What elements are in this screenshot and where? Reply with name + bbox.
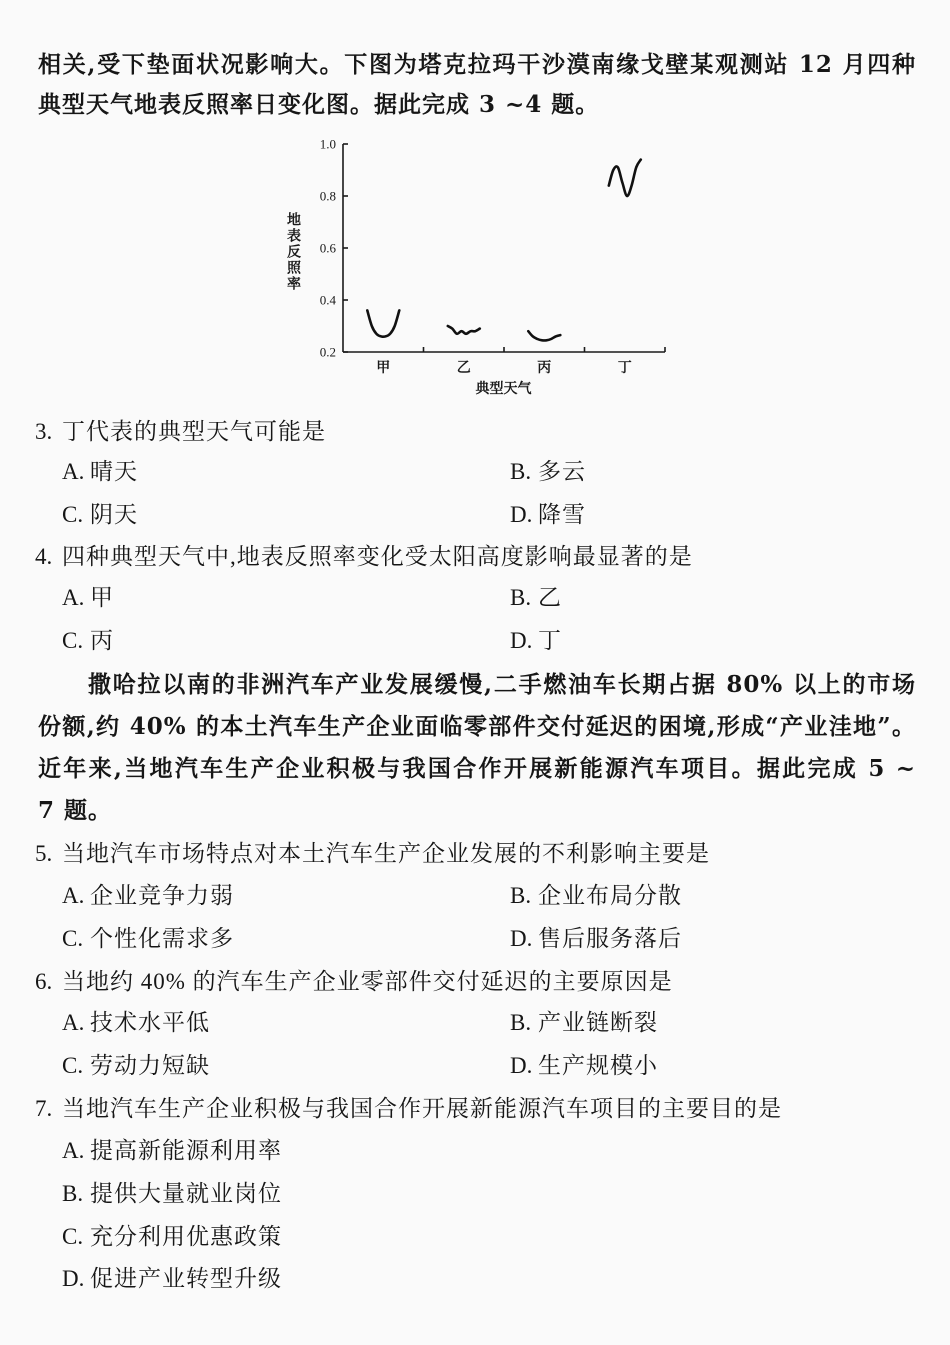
question-5-option-b [510,875,682,917]
option-label: D. [510,1053,533,1078]
option-label: B. [510,585,532,610]
y-axis-title: 地表反照率 [285,212,301,292]
option-label: A. [62,459,85,484]
question-4-option-a [62,577,114,619]
question-7-option-b [62,1173,282,1215]
option-label: C. [62,926,84,951]
option-text: 提高新能源利用率 [90,1138,282,1163]
passage-line-2: 份额,约 40% 的本土汽车生产企业面临零部件交付延迟的困境,形成“产业洼地”。 [38,713,916,740]
option-text: 降雪 [538,502,586,527]
x-category-label: 乙 [456,361,471,376]
option-label: A. [62,585,85,610]
question-5-number: 5. [35,841,53,866]
option-text: 技术水平低 [90,1010,210,1035]
question-6 [35,961,673,1003]
option-label: D. [510,502,533,527]
option-label: A. [62,1010,85,1035]
question-5-option-a [62,875,234,917]
intro-line-2: 典型天气地表反照率日变化图。据此完成 3 ~4 题。 [38,91,600,118]
question-6-option-c [62,1045,210,1087]
question-4-option-b [510,577,562,619]
albedo-chart [260,130,690,402]
option-text: 售后服务落后 [538,926,682,951]
question-6-option-d [510,1045,658,1087]
question-5 [35,833,710,875]
question-3-number: 3. [35,419,53,444]
question-3-option-b [510,451,586,493]
y-tick-label: 1.0 [319,136,336,152]
option-label: B. [510,1010,532,1035]
x-category-label: 丁 [617,361,632,376]
option-text: 个性化需求多 [90,926,234,951]
option-label: C. [62,502,84,527]
question-3-option-d [510,494,586,536]
question-7-number: 7. [35,1096,53,1121]
series-line-2 [448,326,480,334]
option-label: B. [510,883,532,908]
question-5-option-d [510,918,682,960]
option-text: 多云 [538,459,586,484]
question-6-stem: 当地约 40% 的汽车生产企业零部件交付延迟的主要原因是 [62,969,673,994]
question-7-option-d [62,1258,282,1300]
series-line-3 [528,331,560,340]
question-3-stem: 丁代表的典型天气可能是 [62,419,326,444]
question-7-stem: 当地汽车生产企业积极与我国合作开展新能源汽车项目的主要目的是 [62,1096,782,1121]
option-text: 企业布局分散 [538,883,682,908]
question-6-option-a [62,1002,210,1044]
intro-line-1: 相关,受下垫面状况影响大。下图为塔克拉玛干沙漠南缘戈壁某观测站 12 月四种 [38,51,916,78]
option-label: B. [62,1181,84,1206]
option-text: 生产规模小 [538,1053,658,1078]
x-category-label: 甲 [376,361,391,376]
option-label: C. [62,1053,84,1078]
option-label: A. [62,1138,85,1163]
option-text: 丙 [90,628,114,653]
passage-line-4: 7 题。 [38,797,113,824]
option-text: 促进产业转型升级 [90,1266,282,1291]
y-tick-label: 0.4 [319,292,336,308]
question-7-option-a [62,1130,282,1172]
question-3 [35,411,326,453]
question-4-number: 4. [35,544,53,569]
option-label: C. [62,1224,84,1249]
question-5-stem: 当地汽车市场特点对本土汽车生产企业发展的不利影响主要是 [62,841,710,866]
option-text: 劳动力短缺 [90,1053,210,1078]
question-7 [35,1088,782,1130]
question-4-option-c [62,620,114,662]
option-text: 充分利用优惠政策 [90,1224,282,1249]
x-axis-title: 典型天气 [475,382,532,397]
option-label: B. [510,459,532,484]
option-label: C. [62,628,84,653]
question-3-option-a [62,451,138,493]
option-text: 乙 [538,585,562,610]
x-category-label: 丙 [537,361,552,376]
option-text: 提供大量就业岗位 [90,1181,282,1206]
option-label: A. [62,883,85,908]
question-4-option-d [510,620,562,662]
option-text: 企业竞争力弱 [90,883,234,908]
option-label: D. [510,926,533,951]
question-7-option-c [62,1216,282,1258]
option-label: D. [62,1266,85,1291]
question-4 [35,536,693,578]
passage-line-1: 撒哈拉以南的非洲汽车产业发展缓慢,二手燃油车长期占据 80% 以上的市场 [88,671,916,698]
option-text: 阴天 [90,502,138,527]
question-5-option-c [62,918,234,960]
y-tick-label: 0.8 [319,188,336,204]
option-text: 晴天 [90,459,138,484]
question-3-option-c [62,494,138,536]
series-line-4 [609,160,641,196]
y-tick-label: 0.2 [319,344,336,360]
question-4-stem: 四种典型天气中,地表反照率变化受太阳高度影响最显著的是 [62,544,693,569]
question-6-number: 6. [35,969,53,994]
passage-line-3: 近年来,当地汽车生产企业积极与我国合作开展新能源汽车项目。据此完成 5 ~ [38,755,916,782]
option-text: 丁 [538,628,562,653]
option-label: D. [510,628,533,653]
option-text: 产业链断裂 [538,1010,658,1035]
question-6-option-b [510,1002,658,1044]
y-tick-label: 0.6 [319,240,336,256]
option-text: 甲 [90,585,114,610]
series-line-1 [367,310,399,336]
